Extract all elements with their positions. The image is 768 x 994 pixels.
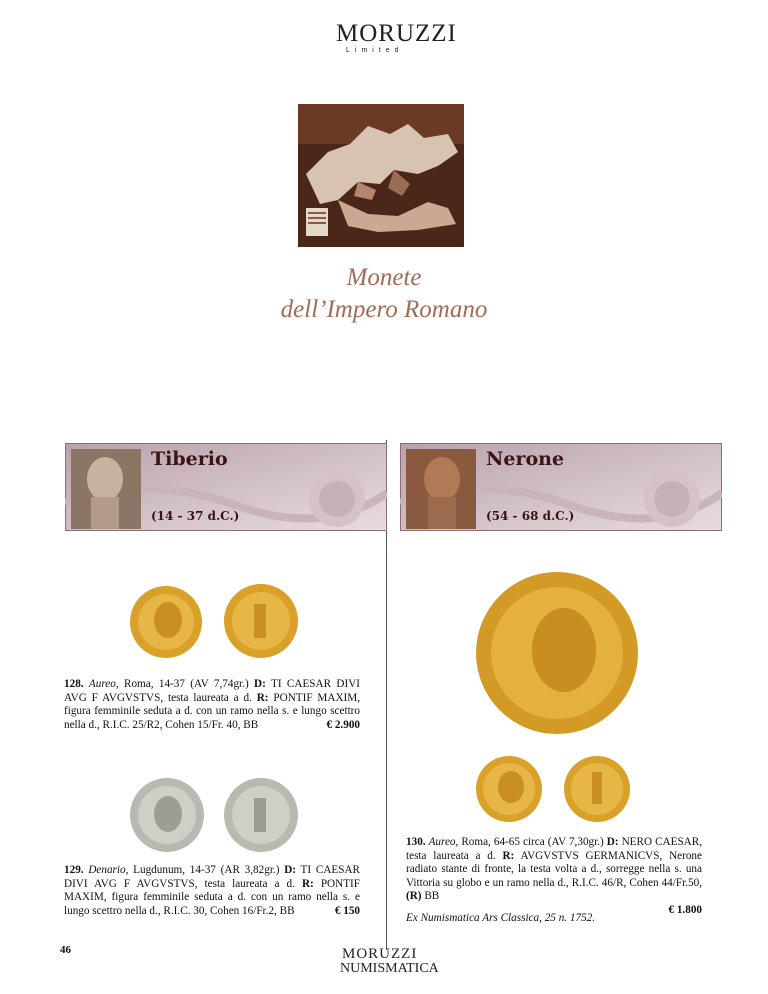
lot-number: 129. xyxy=(64,864,84,876)
banner-emperor-name: Nerone xyxy=(486,448,565,470)
roman-empire-map-image xyxy=(298,104,464,247)
provenance-note: Ex Numismatica Ars Classica, 25 n. 1752. xyxy=(406,912,596,924)
banner-tiberio xyxy=(65,443,387,531)
reverse-label: R: xyxy=(502,849,515,862)
lot-price: € 1.800 xyxy=(668,903,702,916)
obverse-label: D: xyxy=(606,836,619,848)
lot-number: 130. xyxy=(406,836,426,848)
coin-128-obverse-image xyxy=(128,584,204,660)
reverse-text: PONTIF MAXIM, figura femminile seduta a d. con un ramo nella s. e lungo scettro nella d., R.I.C. 25/R2, Cohen 15/Fr. 40, BB xyxy=(64,691,360,731)
coin-type: Aureo xyxy=(428,836,456,848)
coin-129-obverse-image xyxy=(128,776,206,854)
coin-130-obverse-image xyxy=(474,754,544,824)
banner-emperor-dates: (14 - 37 d.C.) xyxy=(151,509,240,523)
lot-price: € 150 xyxy=(334,904,360,917)
rarity-mark: (R) xyxy=(406,890,422,902)
lot-130-description xyxy=(406,836,702,917)
coin-type: Aureo xyxy=(88,678,116,690)
coin-128-reverse-image xyxy=(222,582,300,660)
lot-price: € 2.900 xyxy=(326,718,360,731)
title-line-1: Monete xyxy=(346,264,422,291)
title-line-2: dell’Impero Romano xyxy=(280,296,488,323)
lot-details: , Roma, 14-37 (AV 7,74gr.) xyxy=(115,678,255,690)
bottom-logo xyxy=(340,946,439,980)
reverse-label: R: xyxy=(301,877,314,890)
reverse-text: PONTIF MAXIM, figura femminile seduta a d. con un ramo nella s. e lungo scettro nella d., R.I.C. 30, Cohen 16/Fr.2, BB xyxy=(64,877,360,917)
obverse-label: D: xyxy=(284,864,297,876)
banner-emperor-name: Tiberio xyxy=(151,448,228,470)
lot-129-description xyxy=(64,864,360,918)
coin-129-reverse-image xyxy=(222,776,300,854)
logo-main-text: MORUZZI xyxy=(336,20,457,47)
page-title xyxy=(0,262,768,326)
obverse-label: D: xyxy=(254,678,266,690)
coin-130-reverse-image xyxy=(562,754,632,824)
banner-nerone xyxy=(400,443,722,531)
obverse-text: NERO CAESAR, testa laureata a d. xyxy=(406,836,703,862)
lot-128-description xyxy=(64,678,360,732)
logo-line-1: MORUZZI xyxy=(342,946,418,962)
grade-text: BB xyxy=(421,890,440,902)
lot-number: 128. xyxy=(64,678,84,690)
obverse-text: TI CAESAR DIVI AVG F AVGVSTVS, testa laureata a d. xyxy=(64,864,360,890)
reverse-label: R: xyxy=(256,691,269,704)
logo-sub-text: Limited xyxy=(346,47,404,54)
coin-130-obverse-large-image xyxy=(474,570,640,736)
reverse-text: AVGVSTVS GERMANICVS, Nerone radiato stante di fronte, la testa volta a d., sorregge nella s. una Vittoria su globo e un ramo nella d., R.I.C. 46/R, Cohen 44/Fr.50, xyxy=(406,849,702,889)
lot-details: , Roma, 64-65 circa (AV 7,30gr.) xyxy=(455,836,607,848)
coin-type: Denario xyxy=(88,864,126,876)
obverse-text: TI CAESAR DIVI AVG F AVGVSTVS, testa laureata a d. xyxy=(64,678,360,704)
top-logo xyxy=(318,20,457,56)
page-number: 46 xyxy=(60,944,71,956)
lot-details: , Lugdunum, 14-37 (AR 3,82gr.) xyxy=(125,864,285,876)
logo-line-2: NUMISMATICA xyxy=(340,961,439,976)
banner-emperor-dates: (54 - 68 d.C.) xyxy=(486,509,575,523)
